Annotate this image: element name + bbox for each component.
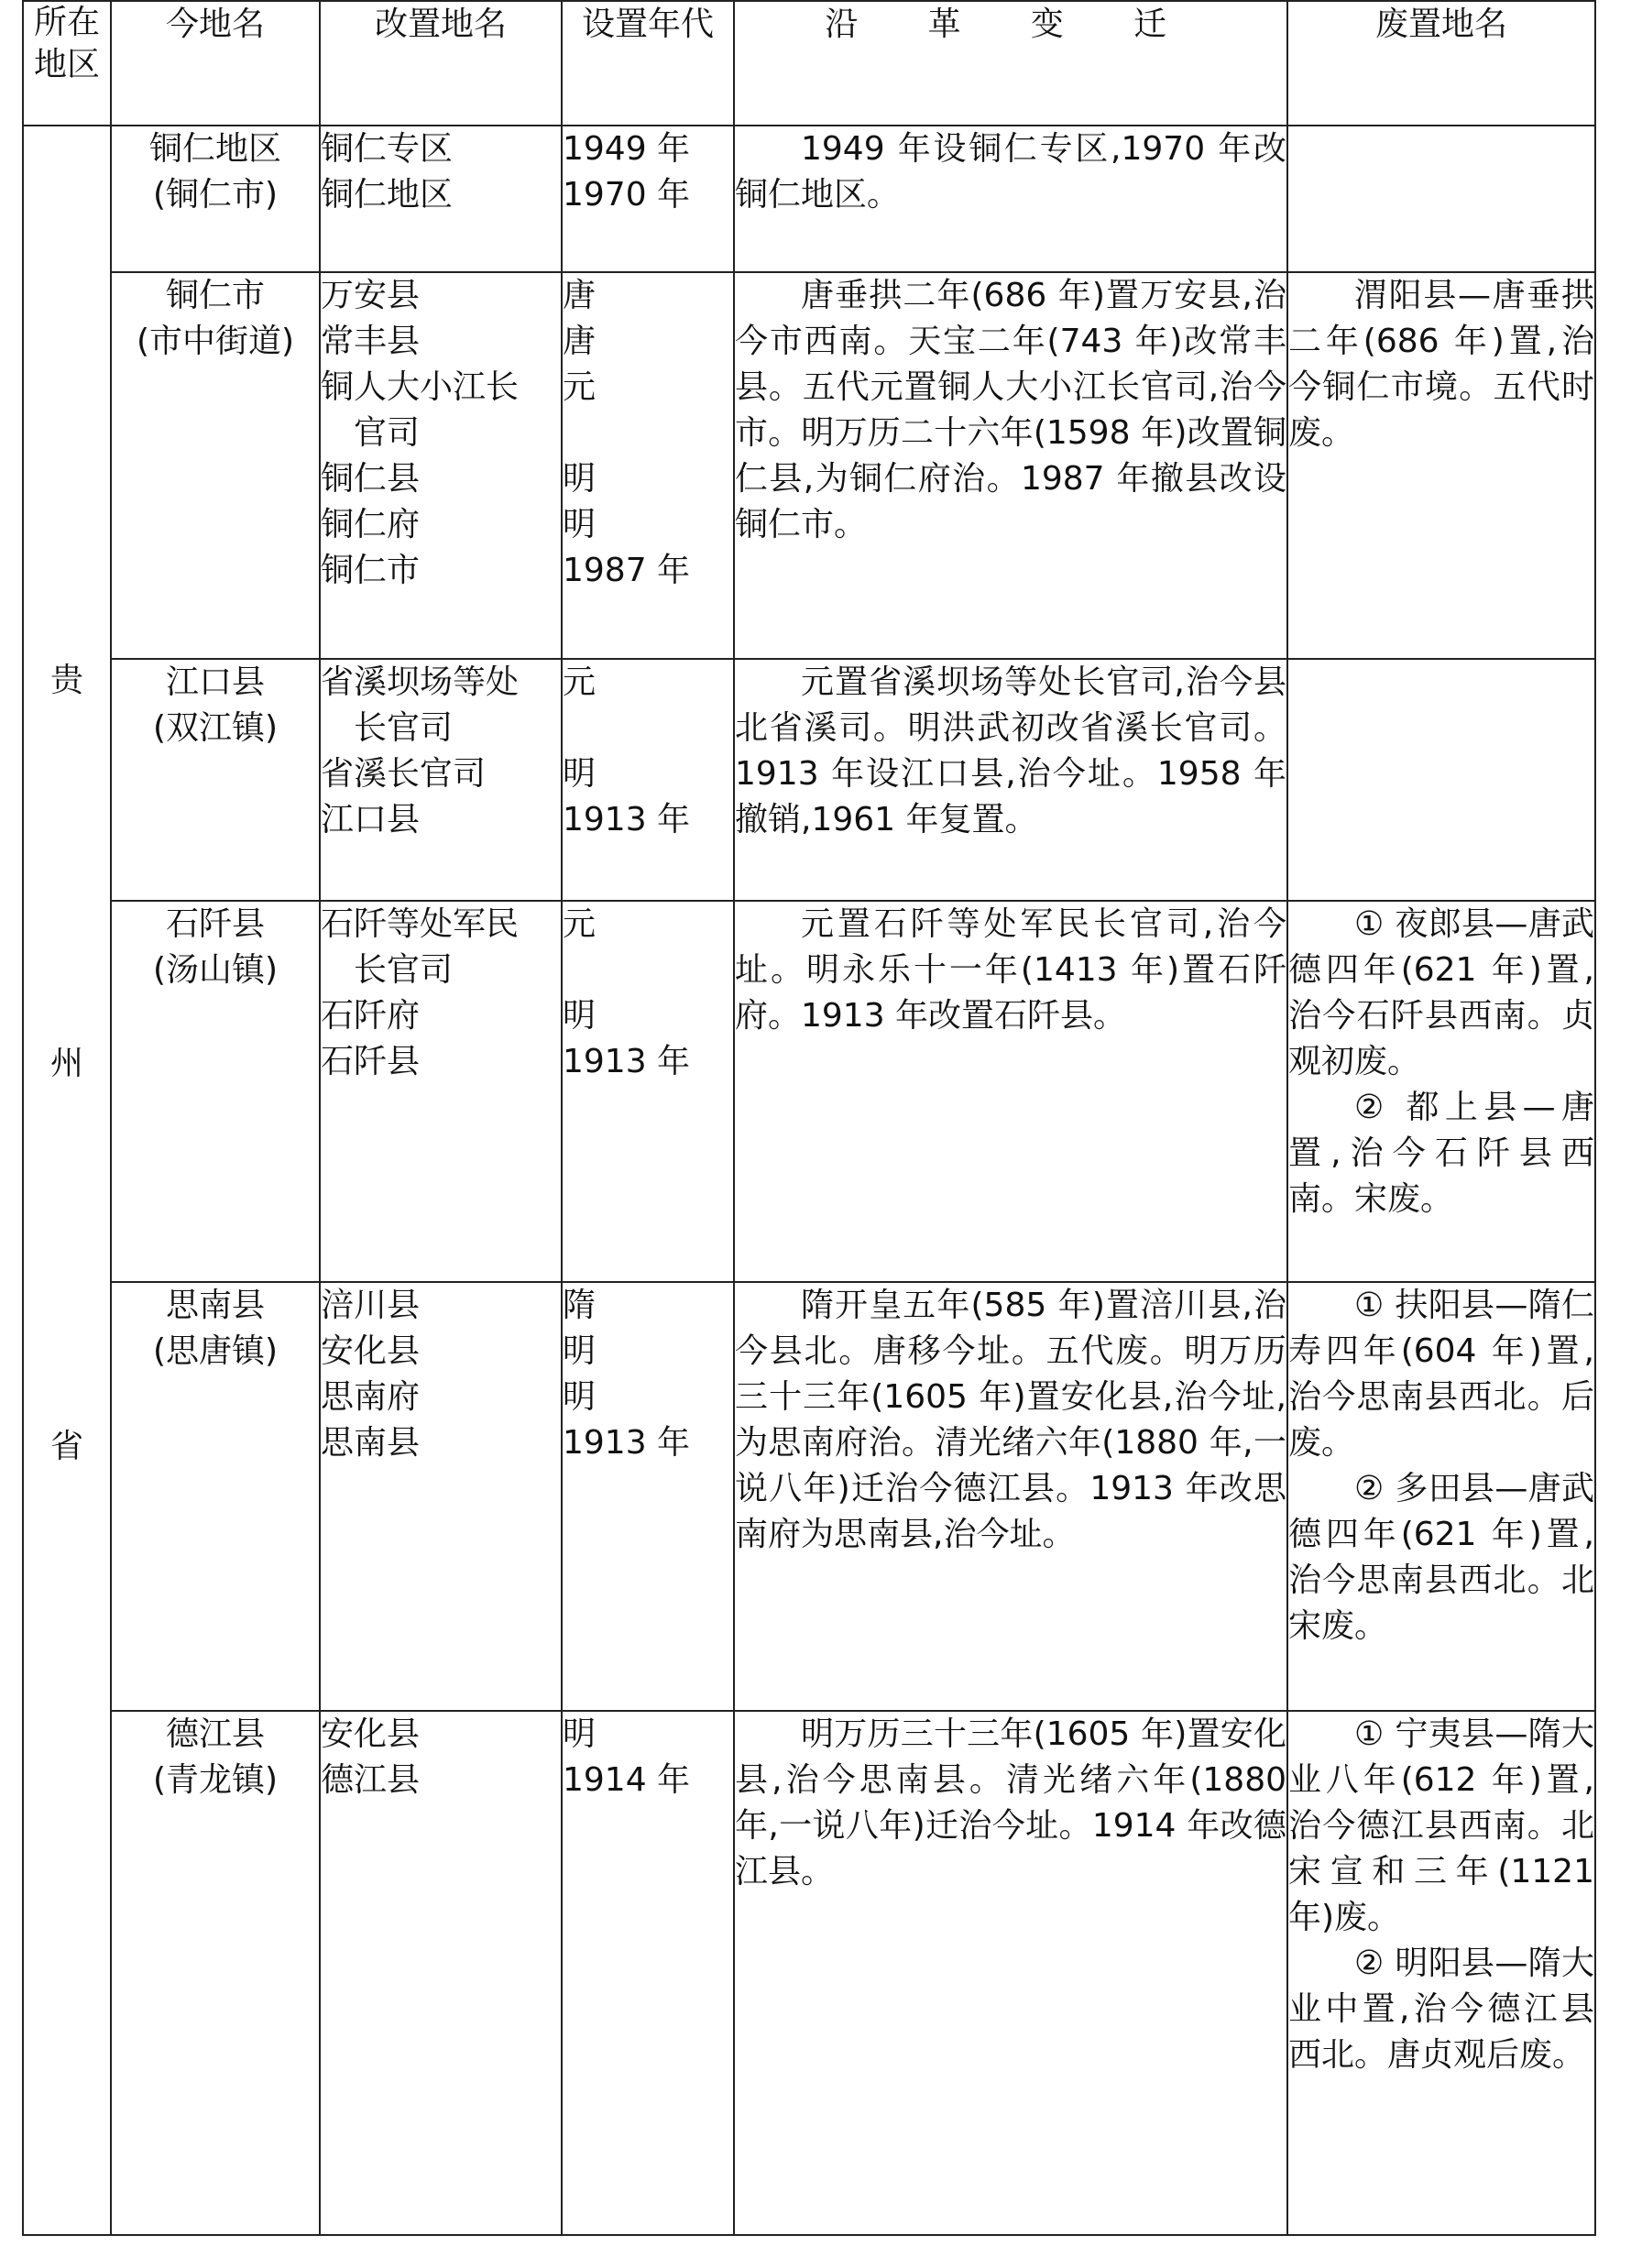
- former-name-line: 铜仁市: [321, 552, 421, 589]
- established-cell: [562, 126, 734, 272]
- former-name-line: 德江县: [321, 1761, 421, 1799]
- current-name-line: 德江县: [165, 1715, 265, 1753]
- established-line: 唐: [563, 323, 597, 360]
- established-cell: [562, 1282, 734, 1711]
- current-name-line: (青龙镇): [152, 1761, 279, 1799]
- current-name-line: 铜仁地区: [148, 130, 281, 168]
- abolished-entry: 渭阳县—唐垂拱二年(686 年)置,治今铜仁市境。五代时废。: [1288, 277, 1594, 452]
- established-line: 明: [563, 1378, 597, 1416]
- header-history: 沿 革 变 迁: [734, 1, 1287, 126]
- established-cell: [562, 272, 734, 659]
- established-line: 1913 年: [563, 1043, 691, 1080]
- former-names-cell: [320, 126, 562, 272]
- abolished-cell: [1287, 126, 1595, 272]
- current-name-cell: [111, 1711, 320, 2235]
- current-name-line: (双江镇): [152, 709, 279, 747]
- abolished-entry: ① 宁夷县—隋大业八年(612 年)置,治今德江县西南。北宋宣和三年(1121 年)废。: [1288, 1715, 1594, 1936]
- current-name-line: (市中街道): [136, 323, 295, 360]
- document-page: [22, 0, 1594, 2232]
- abolished-entry: ① 夜郎县—唐武德四年(621 年)置,治今石阡县西南。贞观初废。: [1288, 905, 1594, 1080]
- current-name-line: (汤山镇): [152, 951, 279, 989]
- established-line: 明: [563, 1715, 597, 1753]
- established-line: [563, 948, 733, 993]
- established-cell: [562, 659, 734, 901]
- former-name-line: 思南府: [321, 1378, 421, 1416]
- former-name-line: 安化县: [321, 1332, 421, 1370]
- current-name-line: (铜仁市): [152, 176, 279, 214]
- abolished-entry: ① 扶阳县—隋仁寿四年(604 年)置,治今思南县西北。后废。: [1288, 1287, 1594, 1462]
- former-name-line: 省溪长官司: [321, 755, 487, 793]
- header-former-names: 改置地名: [320, 1, 562, 126]
- former-name-line: 铜人大小江长: [321, 368, 520, 406]
- former-name-line: 石阡等处军民: [321, 905, 520, 943]
- header-region-line-2: 地区: [33, 46, 100, 83]
- current-name-cell: [111, 1282, 320, 1711]
- table-row: [23, 126, 1595, 272]
- established-line: 元: [563, 368, 597, 406]
- established-line: 明: [563, 755, 597, 793]
- table-row: [23, 1711, 1595, 2235]
- history-cell: [734, 1282, 1287, 1711]
- history-text: 唐垂拱二年(686 年)置万安县,治今市西南。天宝二年(743 年)改常丰县。五代元置铜人大小江长官司,治今市。明万历二十六年(1598 年)改置铜仁县,为铜仁府治。1987 年撤县改设铜仁市。: [735, 277, 1286, 543]
- table-row: [23, 659, 1595, 901]
- abolished-cell: [1287, 659, 1595, 901]
- current-name-line: 铜仁市: [165, 277, 265, 314]
- current-name-cell: [111, 272, 320, 659]
- established-line: 隋: [563, 1287, 597, 1324]
- current-name-cell: [111, 126, 320, 272]
- history-cell: [734, 126, 1287, 272]
- established-line: [563, 706, 733, 751]
- table-row: [23, 1282, 1595, 1711]
- history-text: 元置省溪坝场等处长官司,治今县北省溪司。明洪武初改省溪长官司。1913 年设江口县,治今址。1958 年撤销,1961 年复置。: [735, 663, 1286, 838]
- abolished-cell: [1287, 1282, 1595, 1711]
- former-name-line: 长官司: [354, 951, 454, 989]
- former-names-cell: [320, 901, 562, 1282]
- history-text: 元置石阡等处军民长官司,治今址。明永乐十一年(1413 年)置石阡府。1913 年改置石阡县。: [735, 905, 1286, 1035]
- established-line: 1913 年: [563, 1424, 691, 1462]
- former-name-line: 江口县: [321, 801, 421, 838]
- established-cell: [562, 901, 734, 1282]
- established-line: 元: [563, 663, 597, 701]
- established-line: 元: [563, 905, 597, 943]
- former-names-cell: [320, 272, 562, 659]
- region-char: 贵: [49, 662, 83, 699]
- history-cell: [734, 659, 1287, 901]
- current-name-line: (思唐镇): [152, 1332, 279, 1370]
- established-line: 1949 年: [563, 130, 691, 168]
- former-name-line: 铜仁府: [321, 506, 421, 543]
- header-abolished: 废置地名: [1287, 1, 1595, 126]
- former-names-cell: [320, 1711, 562, 2235]
- header-established: 设置年代: [562, 1, 734, 126]
- abolished-cell: [1287, 272, 1595, 659]
- abolished-entry: ② 明阳县—隋大业中置,治今德江县西北。唐贞观后废。: [1288, 1945, 1594, 2074]
- region-char: 省: [49, 1428, 83, 1465]
- former-name-line: 思南县: [321, 1424, 421, 1462]
- established-line: 1914 年: [563, 1761, 691, 1799]
- former-name-line: 石阡县: [321, 1043, 421, 1080]
- former-name-line: 铜仁县: [321, 460, 421, 498]
- former-name-line: 涪川县: [321, 1287, 421, 1324]
- abolished-entry: ② 都上县—唐置,治今石阡县西南。宋废。: [1288, 1089, 1594, 1218]
- established-line: 明: [563, 1332, 597, 1370]
- region-char: 州: [49, 1045, 83, 1082]
- history-cell: [734, 901, 1287, 1282]
- current-name-cell: [111, 659, 320, 901]
- abolished-cell: [1287, 901, 1595, 1282]
- established-line: 明: [563, 506, 597, 543]
- established-line: [563, 411, 733, 456]
- former-names-cell: [320, 659, 562, 901]
- header-row: [23, 1, 1595, 126]
- administrative-history-table: [22, 0, 1596, 2236]
- history-cell: [734, 272, 1287, 659]
- former-name-line: 铜仁专区: [321, 130, 454, 168]
- history-text: 明万历三十三年(1605 年)置安化县,治今思南县。清光绪六年(1880 年,一说八年)迁治今址。1914 年改德江县。: [735, 1715, 1286, 1890]
- region-cell: [23, 126, 111, 2235]
- current-name-line: 思南县: [165, 1287, 265, 1324]
- established-line: 1987 年: [563, 552, 691, 589]
- abolished-cell: [1287, 1711, 1595, 2235]
- established-line: 1913 年: [563, 801, 691, 838]
- former-name-line: 官司: [354, 414, 421, 452]
- former-name-line: 常丰县: [321, 323, 421, 360]
- former-name-line: 铜仁地区: [321, 176, 454, 214]
- header-current-name: 今地名: [111, 1, 320, 126]
- current-name-line: 石阡县: [165, 905, 265, 943]
- established-line: 唐: [563, 277, 597, 314]
- history-cell: [734, 1711, 1287, 2235]
- table-row: [23, 272, 1595, 659]
- established-line: 明: [563, 460, 597, 498]
- established-line: 明: [563, 997, 597, 1035]
- established-line: 1970 年: [563, 176, 691, 214]
- abolished-entry: ② 多田县—唐武德四年(621 年)置,治今思南县西北。北宋废。: [1288, 1470, 1594, 1645]
- history-text: 1949 年设铜仁专区,1970 年改铜仁地区。: [735, 130, 1286, 214]
- current-name-cell: [111, 901, 320, 1282]
- established-cell: [562, 1711, 734, 2235]
- former-name-line: 省溪坝场等处: [321, 663, 520, 701]
- table-row: [23, 901, 1595, 1282]
- history-text: 隋开皇五年(585 年)置涪川县,治今县北。唐移今址。五代废。明万历三十三年(1605 年)置安化县,治今址,为思南府治。清光绪六年(1880 年,一说八年)迁治今德江县。1913 年改思南府为思南县,治今址。: [735, 1287, 1286, 1553]
- former-names-cell: [320, 1282, 562, 1711]
- current-name-line: 江口县: [165, 663, 265, 701]
- header-region: [23, 1, 111, 126]
- former-name-line: 长官司: [354, 709, 454, 747]
- former-name-line: 万安县: [321, 277, 421, 314]
- former-name-line: 石阡府: [321, 997, 421, 1035]
- header-region-line-1: 所在: [33, 4, 100, 41]
- former-name-line: 安化县: [321, 1715, 421, 1753]
